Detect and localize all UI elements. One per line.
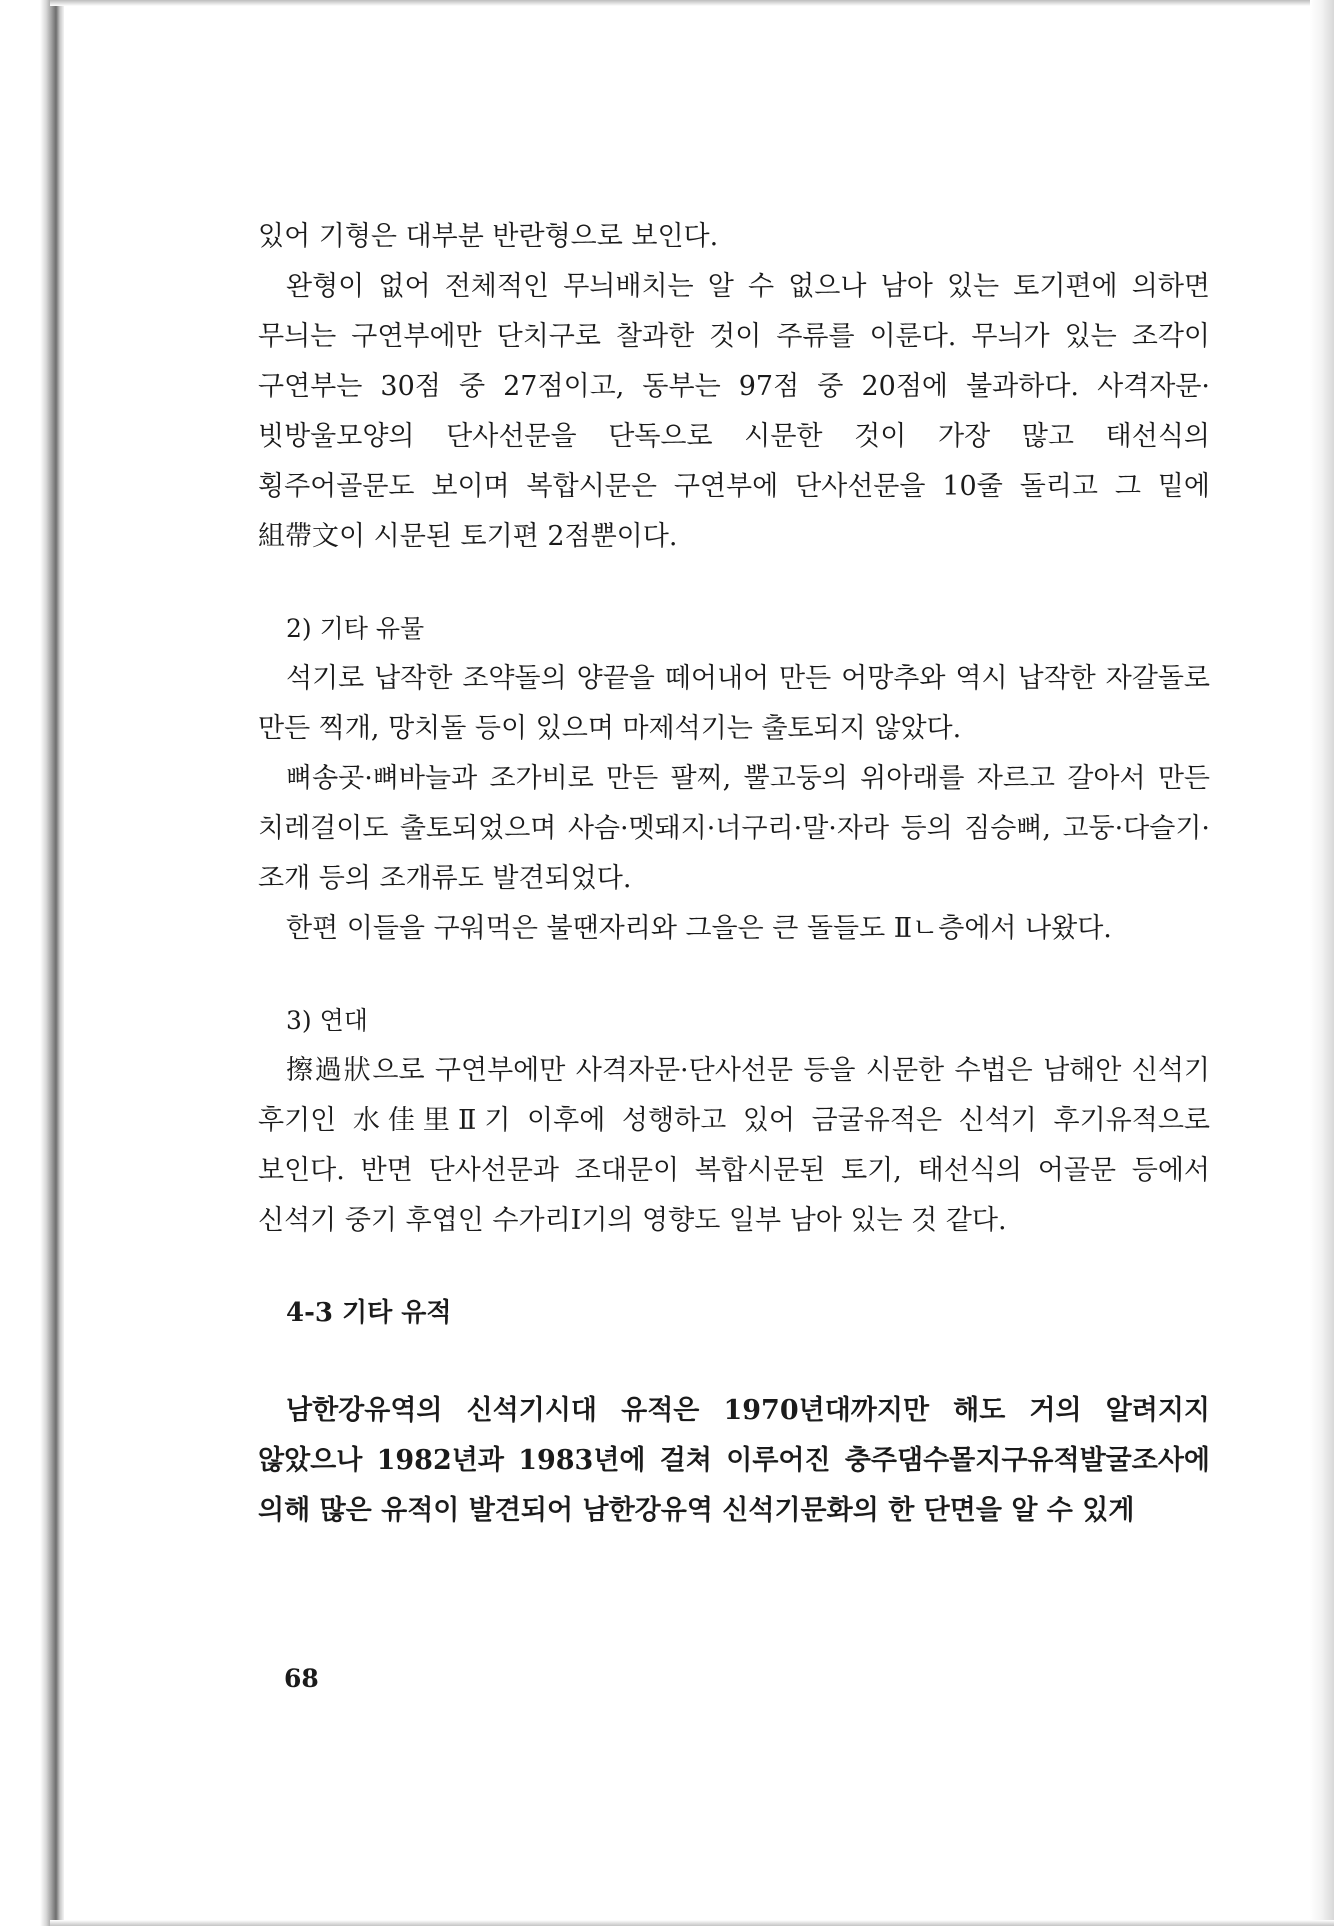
book-spine-shadow [0, 0, 64, 1926]
heading-other-artifacts: 2) 기타 유물 [286, 614, 425, 643]
paragraph-stone-tools: 석기로 납작한 조약돌의 양끝을 떼어내어 만든 어망추와 역시 납작한 자갈돌로 만든 찍개, 망치돌 등이 있으며 마제석기는 출토되지 않았다. [258, 663, 1210, 744]
heading-dating: 3) 연대 [286, 1006, 368, 1035]
page-body [258, 212, 1210, 1536]
paragraph-bone-artifacts: 뼈송곳·뼈바늘과 조가비로 만든 팔찌, 뿔고둥의 위아래를 자르고 갈아서 만든 치레걸이도 출토되었으며 사슴·멧돼지·너구리·말·자라 등의 짐승뼈, 고둥·다슬기·조개 등의 조개류도 발견되었다. [258, 763, 1210, 894]
page-edge-right [1310, 0, 1334, 1926]
paragraph-other-sites: 남한강유역의 신석기시대 유적은 1970년대까지만 해도 거의 알려지지 않았으나 1982년과 1983년에 걸쳐 이루어진 충주댐수몰지구유적발굴조사에 의해 많은 유적이 발견되어 남한강유역 신석기문화의 한 단면을 알 수 있게 [258, 1395, 1210, 1526]
page-edge-top [50, 0, 1334, 6]
paragraph-dating: 擦過狀으로 구연부에만 사격자문·단사선문 등을 시문한 수법은 남해안 신석기 후기인 水佳里Ⅱ기 이후에 성행하고 있어 금굴유적은 신석기 후기유적으로 보인다. 반면 단사선문과 조대문이 복합시문된 토기, 태선식의 어골문 등에서 신석기 중기 후엽인 수가리Ⅰ기의 영향도 일부 남아 있는 것 같다. [258, 1055, 1210, 1236]
paragraph-pattern-description: 완형이 없어 전체적인 무늬배치는 알 수 없으나 남아 있는 토기편에 의하면 무늬는 구연부에만 단치구로 찰과한 것이 주류를 이룬다. 무늬가 있는 조각이 구연부는 30점 중 27점이고, 동부는 97점 중 20점에 불과하다. 사격자문·빗방울모양의 단사선문을 단독으로 시문한 것이 가장 많고 태선식의 횡주어골문도 보이며 복합시문은 구연부에 단사선문을 10줄 돌리고 그 밑에 組帶文이 시문된 토기편 2점뿐이다. [258, 271, 1210, 552]
page-number: 68 [284, 1664, 319, 1693]
page-edge-bottom [50, 1920, 1334, 1926]
paragraph-continued: 있어 기형은 대부분 반란형으로 보인다. [258, 221, 719, 252]
heading-other-sites: 4-3 기타 유적 [286, 1298, 452, 1328]
paragraph-hearth: 한편 이들을 구워먹은 불땐자리와 그을은 큰 돌들도 Ⅱㄴ층에서 나왔다. [286, 913, 1112, 944]
